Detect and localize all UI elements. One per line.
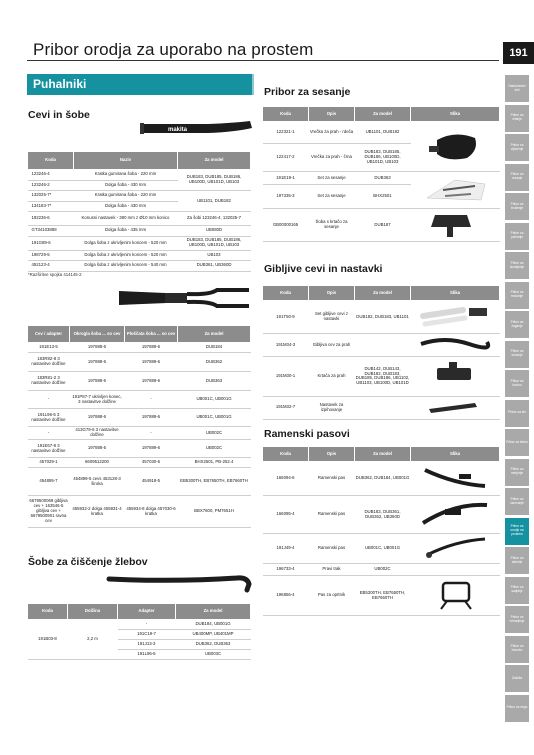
col-header-koda: Koda	[263, 107, 309, 122]
table-cell: 452123-4	[28, 261, 74, 272]
table-cell: DUB187	[355, 209, 411, 242]
table-cell: 166095-4	[263, 496, 309, 534]
harness-image	[411, 576, 500, 616]
table-cell: DUB362	[178, 353, 251, 372]
table-cell: UB002C	[355, 564, 411, 576]
col-header-dolzina: Dolžina	[68, 604, 118, 620]
table-cell: 197889-6	[125, 372, 178, 391]
table-cell: -	[125, 391, 178, 409]
table-cell: 191B03-8	[28, 620, 68, 660]
side-tab-10[interactable]: Pribor za kovino	[505, 370, 529, 397]
makita-logo: makita	[168, 127, 188, 133]
page-number: 191	[503, 42, 534, 64]
side-tab-19[interactable]: Pribor za hrambo	[505, 636, 529, 663]
col-header-koda: Koda	[28, 604, 68, 620]
table-cell: DUB183, DUB185, DUB186, UB100D, UB101D, UB103	[178, 170, 251, 191]
table-cell: Gibljiva cev za prah	[309, 334, 355, 357]
col-header-naziv: Naziv	[74, 152, 178, 170]
table-cell: 197888-6	[70, 343, 125, 353]
table-cell: DUB361, UB360D	[178, 261, 251, 272]
cevi-table	[27, 151, 251, 272]
table-cell: 197889-6	[125, 440, 178, 458]
brush-nozzle-image	[411, 209, 500, 242]
col-header-za-model: Za model	[178, 152, 251, 170]
table-cell: UB080D	[178, 226, 251, 237]
heading-sesanje: Pribor za sesanje	[264, 86, 351, 98]
col-header-slika: Slika	[411, 447, 500, 462]
table-cell: BBX7600, PM7651H	[178, 496, 251, 528]
table-cell: 191J13-3	[118, 640, 176, 650]
col-header-adapter: Adapter	[118, 604, 176, 620]
table-cell: DUB182, DUB183, UB1101	[355, 301, 411, 334]
table-cell: DUB362, DUB184, UB001G	[355, 462, 411, 496]
table-cell: 454895-7	[28, 468, 70, 496]
gibljive-table	[262, 285, 500, 420]
footnote: *Razširitve spojka 414145-2	[28, 272, 82, 277]
table-cell: BHX2501	[355, 185, 411, 209]
col-header-koda: Koda	[263, 447, 309, 462]
col-header-za-model: Za model	[355, 447, 411, 462]
table-cell: 123246-4	[28, 170, 74, 181]
table-cell: 457030-6	[125, 458, 178, 468]
col-header-za-model: Za model	[355, 107, 411, 122]
side-tab-6[interactable]: Pribor za skobljanje	[505, 252, 529, 279]
dust-bag-image	[411, 122, 500, 172]
table-cell: 191P87-7 ukrivljen konec, 3 nastavitve dolžine	[70, 391, 125, 409]
table-cell: -	[118, 620, 176, 630]
shoulder-strap-image	[411, 462, 500, 496]
table-cell: Ramenski pas	[309, 534, 355, 564]
table-cell: EB5300TH, EB7650TH, EB7660TH	[355, 576, 411, 616]
table-cell: 413G79-6 3 nastavitve dolžine	[70, 427, 125, 440]
table-cell: DUB183, DUB185, DUB186, UB100D, UB101D, UB103	[355, 144, 411, 172]
table-cell: 197888-6	[70, 409, 125, 427]
col-header-koda: Koda	[263, 286, 309, 301]
vacuum-set-image	[411, 172, 500, 209]
table-cell: 191M30-1	[263, 356, 309, 396]
table-cell: Dolga šoba - 430 mm	[74, 180, 178, 191]
col-header-okrogla-soba: Okrogla šoba ... so cev	[70, 326, 125, 343]
table-cell: Pravi trak	[309, 564, 355, 576]
table-cell: DUB363	[178, 372, 251, 391]
nozzle-image	[138, 118, 258, 147]
side-tab-5[interactable]: Pribor za poliranje	[505, 223, 529, 250]
table-cell: 6609512200	[70, 458, 125, 468]
table-cell: 191G89-6	[28, 236, 74, 250]
dust-brush-image	[411, 356, 500, 396]
side-tab-7[interactable]: Pribor za rezkanje	[505, 282, 529, 309]
table-cell: 183R82-8 3 nastavitve dolžine	[28, 353, 70, 372]
table-cell: -	[125, 427, 178, 440]
table-cell: 166094-6	[263, 462, 309, 496]
table-cell: 197888-6	[70, 372, 125, 391]
table-cell	[355, 396, 411, 419]
table-cell: Konusni nastavek - 380 mm z Ø10 mm konico	[74, 212, 178, 226]
table-cell: 455934-8 dolga 457030-6 kratka	[125, 496, 178, 528]
table-cell: DUB184	[178, 343, 251, 353]
col-header-za-model: Za model	[178, 326, 251, 343]
shoulder-strap-image	[411, 534, 500, 564]
table-cell: 191M34-3	[263, 334, 309, 357]
table-cell: Dolga šoba z ukrivljenim koncem - 520 mm	[74, 236, 178, 250]
side-tab-14[interactable]: Pribor za varovanje	[505, 488, 529, 515]
col-header-cev-adapter: Cev / adapter	[28, 326, 70, 343]
table-cell: 191J49-4	[263, 534, 309, 564]
table-cell: 198729-5	[28, 250, 74, 261]
table-cell	[355, 334, 411, 357]
table-cell: 455932-2 dolga 455931-4 kratka	[70, 496, 125, 528]
adapter-image	[115, 285, 255, 316]
table-cell: Kratka gumirana šoba - 220 mm	[74, 170, 178, 181]
side-tab-18[interactable]: Pribor za vrtnarjenje	[505, 606, 529, 633]
col-header-slika: Slika	[411, 107, 500, 122]
adapter-table	[27, 325, 251, 528]
table-cell: Kratka gumirana šoba - 220 mm	[74, 191, 178, 202]
col-header-koda: Koda	[28, 152, 74, 170]
table-cell: 197889-6	[125, 343, 178, 353]
table-cell: 457029-1	[28, 458, 70, 468]
col-header-opis: Opis	[309, 107, 355, 122]
table-cell: UB001C, UB001G	[178, 391, 251, 409]
table-cell: 197889-6	[125, 353, 178, 372]
table-cell: 123246-2	[28, 180, 74, 191]
page-title: Pribor orodja za uporabo na prostem	[33, 40, 314, 59]
table-cell: Nastavek za izpihovanje	[309, 396, 355, 419]
table-cell: 132025-7*	[28, 191, 74, 202]
table-cell: 197888-5	[70, 440, 125, 458]
table-cell: 183R81-2 3 nastavitve dolžine	[28, 372, 70, 391]
table-cell: Pas za oprtnik	[309, 576, 355, 616]
title-rule	[27, 60, 499, 61]
col-header-slika: Slika	[411, 286, 500, 301]
flexible-hose-image	[411, 334, 500, 357]
table-cell: EB5300TH, EB7650TH, EB7660TH	[178, 468, 251, 496]
table-cell: UB002C	[178, 427, 251, 440]
side-tab-1[interactable]: Pribor za vrtanje	[505, 105, 529, 132]
col-header-za-model: Za model	[176, 604, 251, 620]
table-cell: Set za sesanje	[309, 172, 355, 185]
table-cell: UB002C	[178, 440, 251, 458]
table-cell: 191E67-8 3 nastavitve dolžine	[28, 440, 70, 458]
sesanje-table	[262, 106, 500, 242]
banner-tail	[252, 74, 254, 95]
table-cell: 191T50-9	[263, 301, 309, 334]
col-header-opis: Opis	[309, 286, 355, 301]
table-cell: UB001C, UB001G	[178, 409, 251, 427]
table-cell: 192236-6	[28, 212, 74, 226]
shoulder-strap-image	[411, 496, 500, 534]
table-cell: 191E19-1	[263, 172, 309, 185]
col-header-za-model: Za model	[355, 286, 411, 301]
table-cell: DUB363	[355, 172, 411, 185]
side-tab-8[interactable]: Pribor za žaganje	[505, 311, 529, 338]
table-cell: Set gibljive cevi z nastavki	[309, 301, 355, 334]
table-cell: 196856-4	[263, 576, 309, 616]
col-header-opis: Opis	[309, 447, 355, 462]
table-cell: DUB183, DUB185, DUB186, UB100D, UB101D, UB103	[178, 236, 251, 250]
heading-ramenski: Ramenski pasovi	[264, 428, 350, 440]
table-cell: 191L96-5	[118, 650, 176, 660]
table-cell: Dolga šoba - 435 mm	[74, 226, 178, 237]
table-cell: 197335-3	[263, 185, 309, 209]
table-cell: 191E13-5	[28, 343, 70, 353]
side-tab-13[interactable]: Pribor za merjenje	[505, 459, 529, 486]
table-cell: DUB362, DUB363	[176, 640, 251, 650]
table-cell: 191C19-7	[118, 630, 176, 640]
table-cell: Ramenski pas	[309, 496, 355, 534]
table-cell: 454899-5 cevs 453128-3 široka	[70, 468, 125, 496]
gutter-nozzle-image	[105, 570, 255, 599]
table-cell: Vrečka za prah - črna	[309, 144, 355, 172]
table-cell: UB001C, UB001G	[355, 534, 411, 564]
section-banner: Puhalniki	[27, 74, 252, 95]
table-cell: Krtača za prah	[309, 356, 355, 396]
side-tab-2[interactable]: Pribor za vijačenje	[505, 134, 529, 161]
table-cell: UB103	[178, 250, 251, 261]
side-tab-9[interactable]: Pribor za sesanje	[505, 341, 529, 368]
table-cell: BHX2501, PB-252.4	[178, 458, 251, 468]
table-cell: 2,2 m	[68, 620, 118, 660]
table-cell: 197888-6	[70, 353, 125, 372]
ramenski-table	[262, 446, 500, 616]
side-tab-12[interactable]: Pribor za beton	[505, 429, 529, 456]
table-cell: Dolga šoba z ukrivljenim koncem - 520 mm	[74, 250, 178, 261]
col-header-ploscata-soba: Ploščata šoba ... so cev	[125, 326, 178, 343]
table-cell: Ramenski pas	[309, 462, 355, 496]
table-cell: 122417-2	[263, 144, 309, 172]
zlebovi-table	[27, 603, 251, 660]
table-cell: DUB183, DUB361, DUB362, UB360D	[355, 496, 411, 534]
side-tab-4[interactable]: Pribor za brušenje	[505, 193, 529, 220]
table-cell: Šoba s krtačo za sesanje	[309, 209, 355, 242]
table-cell: DUB184, UB001G	[176, 620, 251, 630]
side-tab-11[interactable]: Pribor za les	[505, 400, 529, 427]
table-cell: 191L96-5 3 nastavitve dolžine	[28, 409, 70, 427]
table-cell: 454918-5	[125, 468, 178, 496]
table-cell: Dolga šoba z ukrivljenim koncem - 540 mm	[74, 261, 178, 272]
table-cell: UB1101, DUB182	[355, 122, 411, 144]
heading-gibljive: Gibljive cevi in nastavki	[264, 263, 383, 275]
table-cell: 122321-1	[263, 122, 309, 144]
heading-zlebovi: Šobe za čiščenje žlebov	[28, 556, 148, 568]
side-tab-21[interactable]: Pribor za nego	[505, 695, 529, 722]
table-cell: GT34103888	[28, 226, 74, 237]
table-cell: UB400MP, UB401MP	[176, 630, 251, 640]
table-cell: DUB142, DUB143, DUB182, DUB183, DUB185, DUB186, UB1102, UB1103, UB100D, UB101D	[355, 356, 411, 396]
table-cell: Dolga šoba - 430 mm	[74, 201, 178, 212]
side-tab-16[interactable]: Pribor za baterije	[505, 547, 529, 574]
side-tab-17[interactable]: Pribor za sadjarje	[505, 577, 529, 604]
table-cell: 197889-6	[125, 409, 178, 427]
hose-set-image	[411, 301, 500, 334]
side-tab-3[interactable]: Pribor za rezanje	[505, 164, 529, 191]
table-cell: UB1101, DUB182	[178, 191, 251, 212]
table-cell: UB003C	[176, 650, 251, 660]
table-cell: 134183-7*	[28, 201, 74, 212]
side-tab-15[interactable]: Pribor za orodje na prostem	[505, 518, 529, 545]
table-cell: -	[28, 427, 70, 440]
table-cell: Za šobi 123246-4, 132025-7	[178, 212, 251, 226]
heading-cevi-in-sobe: Cevi in šobe	[28, 109, 90, 121]
side-tab-20[interactable]: Zaščita	[505, 665, 529, 692]
side-tab-0[interactable]: Nadomestni deli	[505, 75, 529, 102]
table-cell: Set za sesanje	[309, 185, 355, 209]
table-cell: 196733-4	[263, 564, 309, 576]
table-cell: GB00000165	[263, 209, 309, 242]
table-cell: 6679500069 gibljiva cev + 163546-5 gibljiva cev + 6679500901 ravna cev	[28, 496, 70, 528]
table-cell: -	[28, 391, 70, 409]
blow-nozzle-image	[411, 396, 500, 419]
table-cell: 191M32-7	[263, 396, 309, 419]
table-cell: Vrečka za prah - rdeča	[309, 122, 355, 144]
